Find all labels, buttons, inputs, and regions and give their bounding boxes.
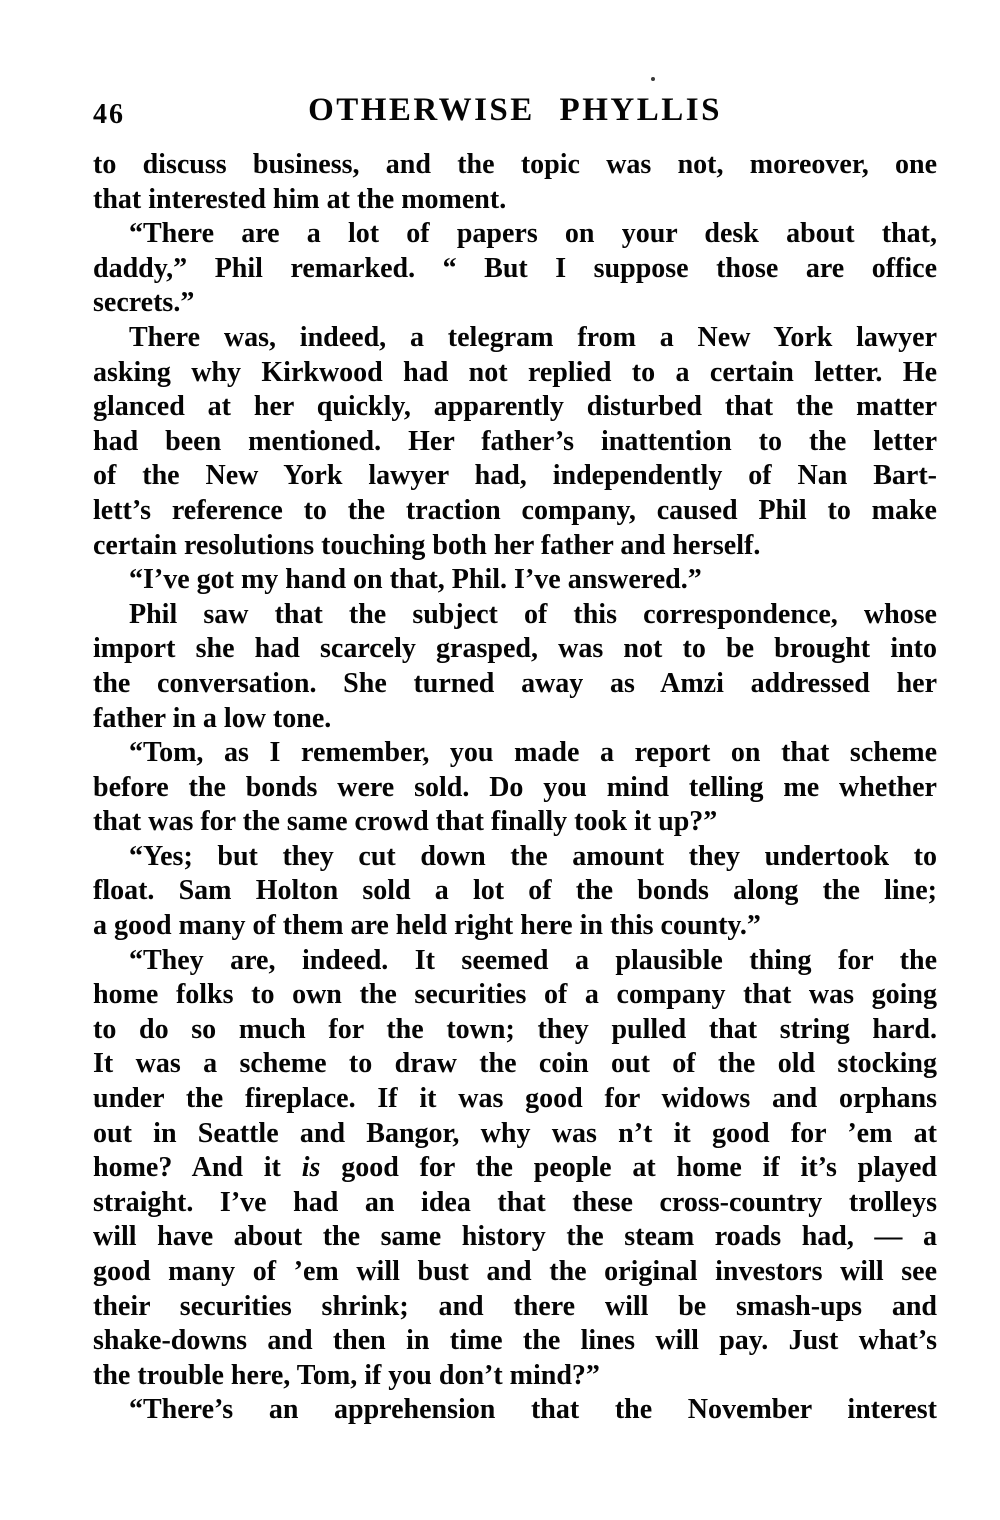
- ink-speck: [651, 77, 655, 81]
- text-segment: straight. I’ve had an idea that these cross-country trolleys: [93, 1186, 937, 1218]
- text-line: [93, 217, 937, 252]
- text-segment: under the fireplace. If it was good for widows and orphans: [93, 1083, 937, 1115]
- paragraph: [93, 840, 937, 944]
- page-header: [93, 92, 937, 136]
- text-segment: There was, indeed, a telegram from a New York lawyer: [129, 321, 937, 353]
- text-line: [93, 1151, 937, 1186]
- text-line: [93, 459, 937, 494]
- text-segment: to discuss business, and the topic was not, moreover, one: [93, 149, 937, 180]
- page-number: 46: [93, 99, 125, 130]
- text-line: [93, 944, 937, 979]
- text-line: [93, 840, 937, 875]
- paragraph: [93, 563, 937, 598]
- text-line: [93, 425, 937, 460]
- text-segment: “Tom, as I remember, you made a report on that scheme: [129, 737, 937, 769]
- text-segment: the trouble here, Tom, if you don’t mind?”: [93, 1359, 600, 1391]
- paragraph: [93, 1393, 937, 1428]
- italic-text: is: [301, 1152, 321, 1184]
- text-line: [93, 1117, 937, 1152]
- text-line: [93, 736, 937, 771]
- text-segment: certain resolutions touching both her father and herself.: [93, 529, 761, 561]
- text-segment: daddy,” Phil remarked. “ But I suppose those are office: [93, 252, 937, 284]
- text-segment: will have about the same history the steam roads had, — a: [93, 1221, 937, 1253]
- text-segment: “There are a lot of papers on your desk about that,: [129, 218, 937, 250]
- text-line: [93, 1186, 937, 1221]
- text-segment: asking why Kirkwood had not replied to a certain letter. He: [93, 356, 937, 388]
- text-segment: a good many of them are held right here in this county.”: [93, 910, 761, 942]
- text-segment: glanced at her quickly, apparently disturbed that the matter: [93, 391, 937, 423]
- text-segment: shake-downs and then in time the lines will pay. Just what’s: [93, 1325, 937, 1357]
- text-line: [93, 563, 937, 598]
- text-line: [93, 874, 937, 909]
- text-segment: home folks to own the securities of a company that was going: [93, 979, 937, 1011]
- text-line: [93, 1013, 937, 1048]
- text-segment: “There’s an apprehension that the November interest: [129, 1394, 937, 1426]
- text-line: [93, 805, 937, 840]
- paragraph: [93, 944, 937, 1394]
- text-segment: home? And it: [93, 1152, 302, 1184]
- text-line: [93, 494, 937, 529]
- text-line: [93, 529, 937, 564]
- text-segment: that was for the same crowd that finally took it up?”: [93, 806, 718, 838]
- paragraph: [93, 736, 937, 840]
- text-segment: float. Sam Holton sold a lot of the bonds along the line;: [93, 875, 937, 907]
- text-line: [93, 148, 937, 183]
- text-line: [93, 356, 937, 391]
- text-segment: import she had scarcely grasped, was not to be brought into: [93, 633, 937, 665]
- text-line: [93, 252, 937, 287]
- text-line: [93, 909, 937, 944]
- text-segment: “I’ve got my hand on that, Phil. I’ve answered.”: [129, 564, 702, 596]
- text-segment: before the bonds were sold. Do you mind telling me whether: [93, 771, 937, 803]
- text-line: [93, 183, 937, 218]
- text-line: [93, 771, 937, 806]
- text-segment: the conversation. She turned away as Amzi addressed her: [93, 667, 937, 699]
- text-segment: out in Seattle and Bangor, why was n’t it good for ’em at: [93, 1117, 937, 1149]
- text-segment: Phil saw that the subject of this correspondence, whose: [129, 598, 937, 630]
- text-segment: “They are, indeed. It seemed a plausible thing for the: [129, 944, 937, 976]
- text-segment: lett’s reference to the traction company, caused Phil to make: [93, 494, 937, 526]
- text-line: [93, 1324, 937, 1359]
- text-line: [93, 321, 937, 356]
- text-segment: It was a scheme to draw the coin out of the old stocking: [93, 1048, 937, 1080]
- text-segment: “Yes; but they cut down the amount they undertook to: [129, 840, 937, 872]
- paragraph: [93, 148, 937, 217]
- paragraph: [93, 598, 937, 736]
- paragraph: [93, 321, 937, 563]
- text-segment: good many of ’em will bust and the original investors will see: [93, 1256, 937, 1287]
- text-line: [93, 1393, 937, 1428]
- text-line: [93, 1047, 937, 1082]
- text-segment: their securities shrink; and there will be smash-ups and: [93, 1290, 937, 1322]
- text-segment: secrets.”: [93, 287, 195, 319]
- text-line: [93, 286, 937, 321]
- text-line: [93, 667, 937, 702]
- text-segment: of the New York lawyer had, independently of Nan Bart-: [93, 460, 937, 492]
- paragraph: [93, 217, 937, 321]
- text-segment: had been mentioned. Her father’s inattention to the letter: [93, 425, 937, 457]
- text-line: [93, 598, 937, 633]
- text-line: [93, 978, 937, 1013]
- text-segment: good for the people at home if it’s played: [320, 1152, 937, 1184]
- text-line: [93, 1359, 937, 1394]
- page-text: [93, 148, 937, 1428]
- text-line: [93, 632, 937, 667]
- text-segment: father in a low tone.: [93, 702, 332, 734]
- text-line: [93, 1255, 937, 1290]
- text-line: [93, 1220, 937, 1255]
- running-title: OTHERWISE PHYLLIS: [308, 92, 722, 128]
- text-segment: that interested him at the moment.: [93, 183, 507, 215]
- text-line: [93, 1082, 937, 1117]
- text-line: [93, 1290, 937, 1325]
- text-segment: to do so much for the town; they pulled that string hard.: [93, 1013, 937, 1045]
- text-line: [93, 390, 937, 425]
- text-line: [93, 702, 937, 737]
